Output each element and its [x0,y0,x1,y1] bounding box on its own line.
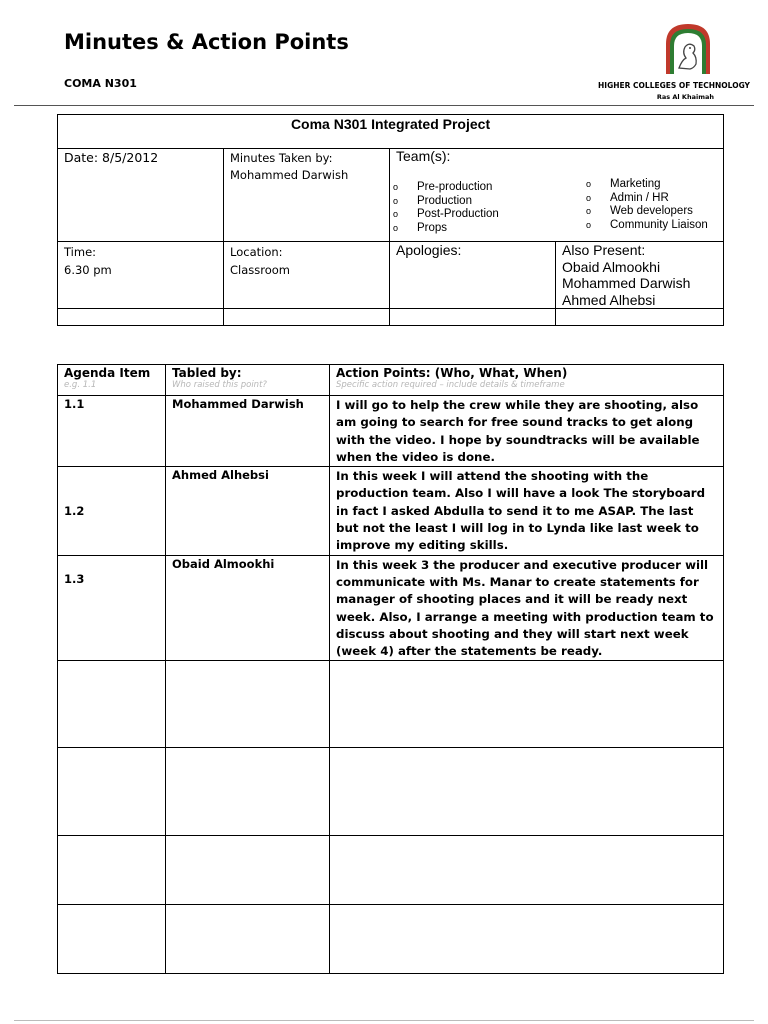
empty-cell [166,836,330,905]
action-cell [330,555,724,661]
also-present-cell [556,242,724,309]
table-row [58,836,724,905]
action-cell [330,467,724,555]
teams-label: Team(s): [396,148,451,164]
team-item: o Community Liaison [586,219,708,233]
meeting-info-table [57,114,724,326]
attendee: Obaid Almookhi [562,258,661,275]
minutes-cell [224,149,390,242]
minutes-author: Mohammed Darwish [230,168,349,182]
agenda-header-tabled [166,365,330,396]
time-label: Time: [64,245,97,259]
empty-cell [224,309,390,326]
empty-cell [166,748,330,836]
empty-cell [330,836,724,905]
action-points-header: Action Points: (Who, What, When) [336,366,568,380]
attendee: Ahmed Alhebsi [562,291,656,308]
agenda-header-actions [330,365,724,396]
agenda-item-number: 1.3 [64,571,85,586]
action-text: In this week I will attend the shooting with the production team. Also I will have a look The storyboard in fact I asked Abdulla to send it to me ASAP. The last but not the least I will log in to Lynda like last week to improve my editing skills. [336,469,706,553]
agenda-item-hint: e.g. 1.1 [64,380,97,390]
header-divider [14,105,754,106]
team-item: o Marketing [586,178,708,192]
apologies-label: Apologies: [396,242,462,258]
team-item: o Production [393,195,499,209]
project-title: Coma N301 Integrated Project [290,116,491,132]
also-present-label: Also Present: [562,242,646,258]
team-item: o Web developers [586,205,708,219]
table-row [58,661,724,748]
minutes-label: Minutes Taken by: [230,151,333,165]
agenda-item-cell [58,555,166,661]
agenda-item-cell [58,467,166,555]
agenda-item-header: Agenda Item [64,366,151,380]
time-value: 6.30 pm [64,263,112,277]
table-row [58,905,724,974]
time-cell [58,242,224,309]
tabled-by-name: Ahmed Alhebsi [172,468,269,483]
date-cell [58,149,224,242]
team-item: o Post-Production [393,208,499,222]
page-bottom-divider [14,1020,754,1021]
page-title: Minutes & Action Points [64,30,349,54]
table-row [58,748,724,836]
table-row [58,396,724,467]
action-text: In this week 3 the producer and executive producer will communicate with Ms. Manar to create statements for manager of shooting places and it will be ready next week. Also, I arrange a meeting with production team to discuss about shooting and they will start next week (week 4) after the statements be ready. [336,557,714,659]
teams-list-left [393,181,499,235]
empty-cell [58,905,166,974]
empty-cell [166,905,330,974]
agenda-item-cell [58,396,166,467]
empty-cell [330,905,724,974]
apologies-cell [390,242,556,309]
table-row [58,467,724,555]
location-cell [224,242,390,309]
tabled-by-cell [166,555,330,661]
empty-cell [330,748,724,836]
empty-cell [556,309,724,326]
empty-cell [390,309,556,326]
agenda-item-number: 1.2 [64,503,85,518]
course-code: COMA N301 [64,77,137,90]
action-text: I will go to help the crew while they are shooting, also am going to search for free sound tracks to get along with the video. I hope by soundtracks will be available when the video is done. [336,398,700,464]
campus-name: Ras Al Khaimah [656,93,714,101]
meeting-date: Date: 8/5/2012 [64,150,159,165]
table-row [58,555,724,661]
location-label: Location: [230,245,283,259]
tabled-by-cell [166,396,330,467]
tabled-by-cell [166,467,330,555]
agenda-header-item [58,365,166,396]
institution-name: HIGHER COLLEGES OF TECHNOLOGY [598,81,750,90]
empty-cell [58,309,224,326]
tabled-by-hint: Who raised this point? [172,380,267,390]
teams-cell [390,149,724,242]
tabled-by-name: Obaid Almookhi [172,556,275,571]
hct-logo-icon [660,20,716,76]
location-value: Classroom [230,263,291,277]
empty-cell [58,748,166,836]
action-points-hint: Specific action required – include details & timeframe [336,380,565,390]
team-item: o Admin / HR [586,192,708,206]
tabled-by-name: Mohammed Darwish [172,397,304,411]
action-cell [330,396,724,467]
attendee: Mohammed Darwish [562,275,691,291]
agenda-table [57,364,724,974]
teams-list-right [586,178,708,232]
team-item: o Props [393,222,499,236]
agenda-item-number: 1.1 [64,397,85,411]
tabled-by-header: Tabled by: [172,366,242,380]
empty-cell [330,661,724,748]
team-item: o Pre-production [393,181,499,195]
empty-cell [58,836,166,905]
empty-cell [58,661,166,748]
project-title-cell [58,115,724,149]
empty-cell [166,661,330,748]
